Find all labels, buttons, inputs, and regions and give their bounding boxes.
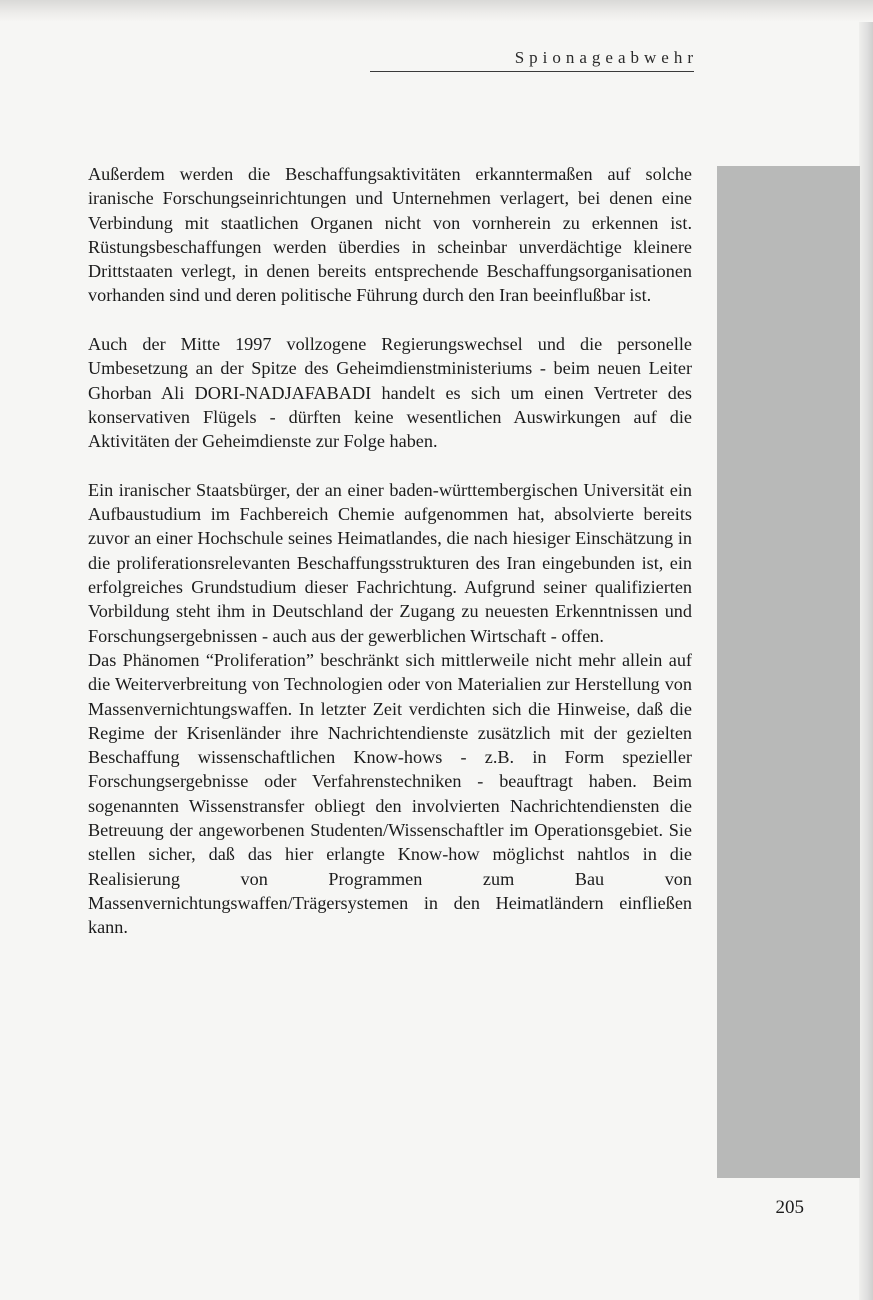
page-number: 205 <box>775 1197 804 1218</box>
scan-top-shadow <box>0 0 873 22</box>
paragraph-3: Ein iranischer Staatsbürger, der an einer baden-württembergischen Universität ein Aufbaustudium im Fachbereich Chemie aufgenommen hat, absolvierte bereits zuvor an einer Hochschule seines Heimatlandes, die nach hiesiger Einschätzung in die proliferationsrelevanten Beschaffungsstrukturen des Iran eingebunden ist, ein erfolgreiches Grundstudium dieser Fachrichtung. Aufgrund seiner qualifizierten Vorbildung steht ihm in Deutschland der Zugang zu neuesten Erkenntnissen und Forschungsergebnissen - auch aus der gewerblichen Wirtschaft - offen. <box>88 479 692 646</box>
paragraph-4: Das Phänomen “Proliferation” beschränkt sich mittlerweile nicht mehr allein auf die Weiterverbreitung von Technologien oder von Materialien zur Herstellung von Massenvernichtungswaffen. In letzter Zeit verdichten sich die Hinweise, daß die Regime der Krisenländer ihre Nachrichtendienste zusätzlich mit der gezielten Beschaffung wissenschaftlichen Know-hows - z.B. in Form spezieller Forschungsergebnisse oder Verfahrenstechniken - beauftragt haben. Beim sogenannten Wissenstransfer obliegt den involvierten Nachrichtendiensten die Betreuung der angeworbenen Studenten/Wissenschaftler im Operationsgebiet. Sie stellen sicher, daß das hier erlangte Know-how möglichst nahtlos in die Realisierung von Programmen zum Bau von Massenvernichtungswaffen/Trägersystemen in den Heimatländern einfließen kann. <box>88 649 692 938</box>
running-head-title: Spionageabwehr <box>514 48 698 67</box>
margin-gray-bar <box>717 166 860 1178</box>
scan-right-edge <box>859 22 873 1300</box>
running-head-rule <box>370 71 694 72</box>
body-text <box>88 162 692 940</box>
paragraph-1: Außerdem werden die Beschaffungsaktivitäten erkanntermaßen auf solche iranische Forschungseinrichtungen und Unternehmen verlagert, bei denen eine Verbindung mit staatlichen Organen nicht von vornherein zu erkennen ist. Rüstungsbeschaffungen werden überdies in scheinbar unverdächtige kleinere Drittstaaten verlegt, in denen bereits entsprechende Beschaffungsorganisationen vorhanden sind und deren politische Führung durch den Iran beeinflußbar ist. <box>88 164 692 306</box>
paragraph-2: Auch der Mitte 1997 vollzogene Regierungswechsel und die personelle Umbesetzung an der Spitze des Geheimdienstministeriums - beim neuen Leiter Ghorban Ali DORI-NADJAFABADI handelt es sich um einen Vertreter des konservativen Flügels - dürften keine wesentlichen Auswirkungen auf die Aktivitäten der Geheimdienste zur Folge haben. <box>88 334 692 452</box>
